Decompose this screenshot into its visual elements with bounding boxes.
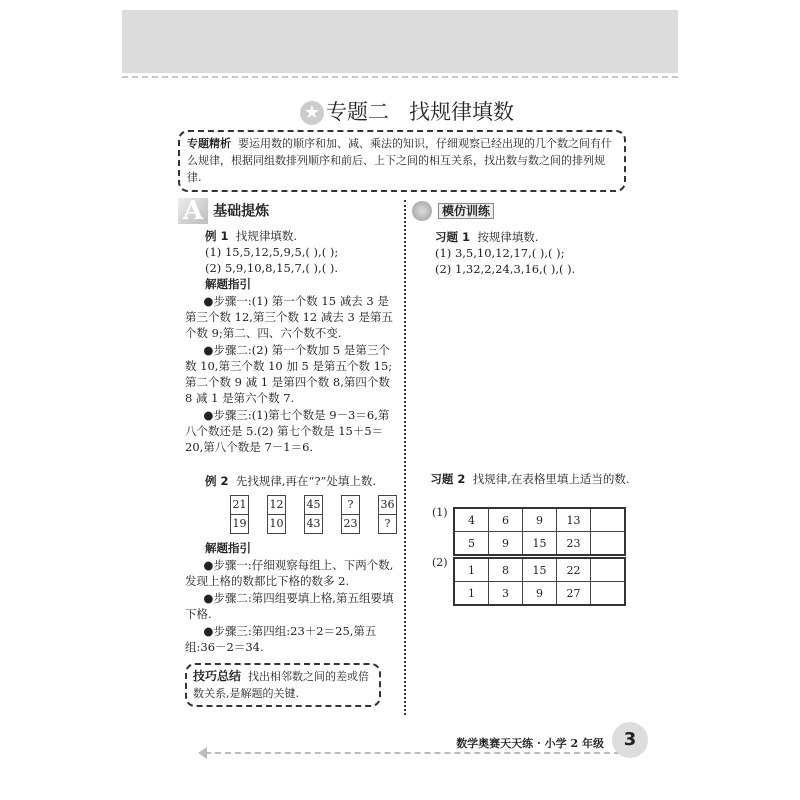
guide-step: ●步骤一:仔细观察每组上、下两个数,发现上格的数都比下格的数多 2. xyxy=(185,558,394,588)
example-2-guide xyxy=(185,540,397,655)
guide-heading: 解题指引 xyxy=(205,277,251,291)
section-basic xyxy=(178,198,269,224)
example-1-label: 例 1 xyxy=(205,229,229,243)
number-box xyxy=(341,495,360,534)
table-cell: 3 xyxy=(489,582,523,606)
table-cell: 15 xyxy=(523,558,557,582)
pattern-table-1 xyxy=(453,507,626,556)
table-cell-blank[interactable] xyxy=(591,532,626,556)
section-practice xyxy=(412,200,494,221)
table-cell-blank[interactable] xyxy=(591,508,626,532)
topic-title: 找规律填数 xyxy=(409,100,515,124)
letter-a-icon: A xyxy=(178,198,208,224)
intro-box xyxy=(178,130,626,192)
example-1-prompt: 找规律填数. xyxy=(235,229,297,243)
table-cell: 6 xyxy=(489,508,523,532)
table-row xyxy=(454,508,625,532)
table-cell: 1 xyxy=(454,582,489,606)
box-bottom: 19 xyxy=(231,514,248,533)
header-band xyxy=(122,10,678,73)
section-practice-title: 模仿训练 xyxy=(438,203,494,219)
star-icon: ★ xyxy=(300,101,324,125)
footer-book-title: 数学奥赛天天练 · 小学 2 年级 xyxy=(456,737,604,750)
guide-step: ●步骤三:第四组:23＋2＝25,第五组:36－2＝34. xyxy=(185,624,377,654)
intro-text: 要运用数的顺序和加、减、乘法的知识，仔细观察已经出现的几个数之间有什么规律，根据同组数排列顺序和前后、上下之间的相互关系，找出数与数之间的排列规律. xyxy=(187,137,612,184)
page-number: 3 xyxy=(612,722,648,758)
table-cell-blank[interactable] xyxy=(591,558,626,582)
table-1-label: (1) xyxy=(432,506,448,519)
box-top: ? xyxy=(347,498,354,511)
example-2 xyxy=(185,473,397,489)
example-1-item: (2) 5,9,10,8,15,7,( ),( ). xyxy=(205,261,338,275)
example-2-label: 例 2 xyxy=(205,474,229,488)
table-cell: 5 xyxy=(454,532,489,556)
table-cell: 23 xyxy=(557,532,591,556)
tip-label: 技巧总结 xyxy=(193,669,242,683)
guide-heading: 解题指引 xyxy=(205,541,251,555)
guide-step: ●步骤一:(1) 第一个数 15 减去 3 是第三个数 12,第三个数 12 减去 3 是第五个数 9;第二、四、六个数不变. xyxy=(185,294,394,340)
table-cell: 15 xyxy=(523,532,557,556)
table-cell: 27 xyxy=(557,582,591,606)
table-cell: 9 xyxy=(523,508,557,532)
box-top: 21 xyxy=(232,498,247,511)
example-2-prompt: 先找规律,再在“?”处填上数. xyxy=(235,474,377,488)
table-cell-blank[interactable] xyxy=(591,582,626,606)
number-box xyxy=(304,495,323,534)
left-column xyxy=(185,228,397,707)
example-1 xyxy=(185,228,397,455)
box-bottom: ? xyxy=(379,514,396,533)
exercise-2-label: 习题 2 xyxy=(430,472,466,486)
exercise-1-prompt: 按规律填数. xyxy=(477,230,539,244)
guide-step: ●步骤三:(1)第七个数是 9－3＝6,第八个数还是 5.(2) 第七个数是 15＋5＝20,第八个数是 7－1＝6. xyxy=(185,408,390,454)
table-row xyxy=(454,582,625,606)
number-box xyxy=(267,495,286,534)
number-box xyxy=(230,495,249,534)
exercise-1-label: 习题 1 xyxy=(435,230,471,244)
column-divider xyxy=(404,200,406,715)
exercise-1-item: (2) 1,32,2,24,3,16,( ),( ). xyxy=(435,262,576,276)
table-cell: 9 xyxy=(489,532,523,556)
intro-label: 专题精析 xyxy=(187,137,231,150)
table-cell: 4 xyxy=(454,508,489,532)
box-bottom: 43 xyxy=(305,514,322,533)
table-cell: 8 xyxy=(489,558,523,582)
box-top: 45 xyxy=(306,498,321,511)
tip-text: 找出相邻数之间的差或倍数关系,是解题的关键. xyxy=(193,670,370,700)
example-1-item: (1) 15,5,12,5,9,5,( ),( ); xyxy=(205,245,339,259)
footer-divider xyxy=(205,752,620,754)
number-box xyxy=(378,495,397,534)
box-bottom: 10 xyxy=(268,514,285,533)
pattern-table-2 xyxy=(453,557,626,606)
exercise-1-item: (1) 3,5,10,12,17,( ),( ); xyxy=(435,246,565,260)
header-divider xyxy=(122,76,678,78)
section-basic-title: 基础提炼 xyxy=(213,203,270,220)
table-cell: 1 xyxy=(454,558,489,582)
table-cell: 9 xyxy=(523,582,557,606)
table-2-label: (2) xyxy=(432,556,448,569)
page-title xyxy=(300,96,514,126)
topic-number: 专题二 xyxy=(326,100,389,124)
table-row xyxy=(454,532,625,556)
box-top: 36 xyxy=(380,498,395,511)
exercise-2-prompt: 找规律,在表格里填上适当的数. xyxy=(472,472,630,486)
box-bottom: 23 xyxy=(342,514,359,533)
number-box-group xyxy=(230,495,397,534)
guide-step: ●步骤二:(2) 第一个数加 5 是第三个数 10,第三个数 10 加 5 是第五个数 15;第二个数 9 减 1 是第四个数 8,第四个数 8 减 1 是第六个数 7. xyxy=(185,343,393,405)
box-top: 12 xyxy=(269,498,284,511)
table-row xyxy=(454,558,625,582)
table-cell: 22 xyxy=(557,558,591,582)
practice-icon xyxy=(412,201,432,221)
tip-box xyxy=(185,663,381,707)
exercise-1 xyxy=(415,229,630,277)
table-cell: 13 xyxy=(557,508,591,532)
guide-step: ●步骤二:第四组要填上格,第五组要填下格. xyxy=(185,591,394,621)
exercise-2 xyxy=(412,470,630,487)
